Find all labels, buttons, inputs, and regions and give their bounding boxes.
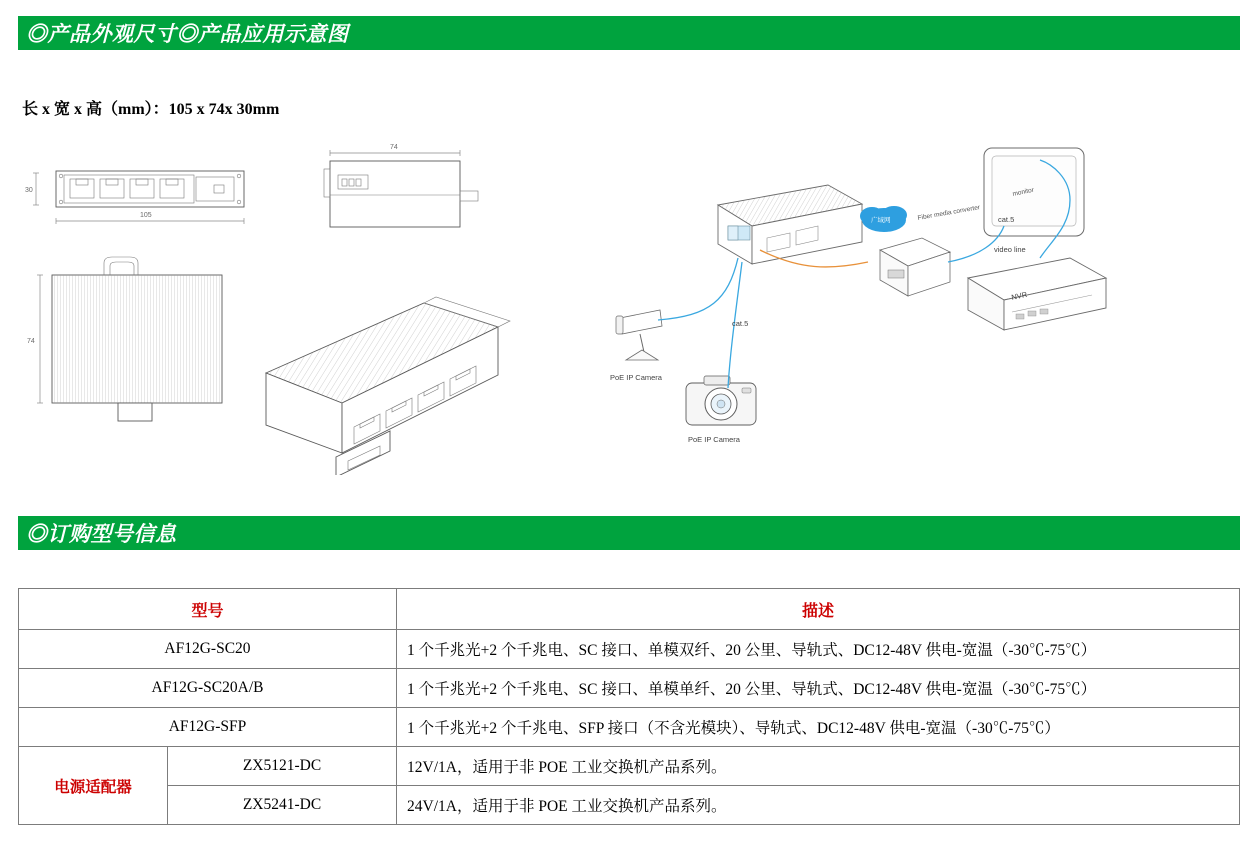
- section-header-order-info-label: ◎订购型号信息: [26, 522, 177, 546]
- cell-model: AF12G-SC20A/B: [19, 669, 397, 708]
- front-view-drawing: [25, 171, 244, 224]
- table-row: [19, 630, 1240, 669]
- top-view-drawing: [27, 257, 222, 421]
- cell-adapter-model: ZX5241-DC: [168, 786, 397, 825]
- nvr-label: NVR: [1010, 289, 1028, 302]
- dim-width-74: 74: [390, 144, 398, 151]
- cell-adapter-group-label: 电源适配器: [19, 747, 168, 825]
- bullet-camera-label: PoE IP Camera: [610, 373, 662, 382]
- table-row-adapter: [19, 747, 1240, 786]
- video-line-label: video line: [994, 245, 1026, 254]
- table-header-row: [19, 589, 1240, 630]
- fiber-cloud-graphic: [860, 206, 907, 232]
- cell-description: 1 个千兆光+2 个千兆电、SC 接口、单模双纤、20 公里、导轨式、DC12-48V 供电-宽温（-30℃-75℃）: [397, 630, 1240, 669]
- header-model: 型号: [19, 589, 397, 630]
- cell-description: 1 个千兆光+2 个千兆电、SC 接口、单模单纤、20 公里、导轨式、DC12-48V 供电-宽温（-30℃-75℃）: [397, 669, 1240, 708]
- side-view-drawing: [324, 144, 478, 227]
- svg-text:30: 30: [25, 187, 33, 194]
- dim-height-74: 74: [27, 338, 35, 345]
- media-converter-label: Fiber media converter: [917, 204, 981, 222]
- mechanical-drawings: [18, 135, 618, 475]
- isometric-view-drawing: [266, 297, 510, 475]
- cell-adapter-model: ZX5121-DC: [168, 747, 397, 786]
- switch-graphic: [718, 185, 862, 264]
- cat5-right-label: cat.5: [998, 215, 1015, 224]
- table-row: [19, 708, 1240, 747]
- section-header-appearance-label: ◎产品外观尺寸◎产品应用示意图: [26, 22, 349, 46]
- dim-length-105: 105: [140, 212, 152, 219]
- header-description: 描述: [397, 589, 1240, 630]
- nvr-graphic: [968, 258, 1106, 330]
- cell-adapter-description: 24V/1A，适用于非 POE 工业交换机产品系列。: [397, 786, 1240, 825]
- fiber-cloud-label: 广域网: [871, 217, 891, 224]
- bullet-camera-graphic: [610, 310, 663, 382]
- order-model-table: [18, 588, 1240, 825]
- cell-model: AF12G-SFP: [19, 708, 397, 747]
- table-row-adapter: [19, 786, 1240, 825]
- section-header-order-info: [18, 516, 1240, 550]
- dslr-camera-label: PoE IP Camera: [688, 435, 740, 444]
- application-diagram: [600, 130, 1240, 475]
- section-header-appearance: [18, 16, 1240, 50]
- dimension-caption: 长 x 宽 x 高（mm）：105 x 74x 30mm: [22, 101, 280, 118]
- cell-description: 1 个千兆光+2 个千兆电、SFP 接口（不含光模块）、导轨式、DC12-48V 供电-宽温（-30℃-75℃）: [397, 708, 1240, 747]
- table-row: [19, 669, 1240, 708]
- cell-model: AF12G-SC20: [19, 630, 397, 669]
- cell-adapter-description: 12V/1A，适用于非 POE 工业交换机产品系列。: [397, 747, 1240, 786]
- dslr-camera-graphic: [686, 376, 756, 444]
- monitor-label: monitor: [1011, 186, 1035, 198]
- cat5-left-label: cat.5: [732, 319, 749, 328]
